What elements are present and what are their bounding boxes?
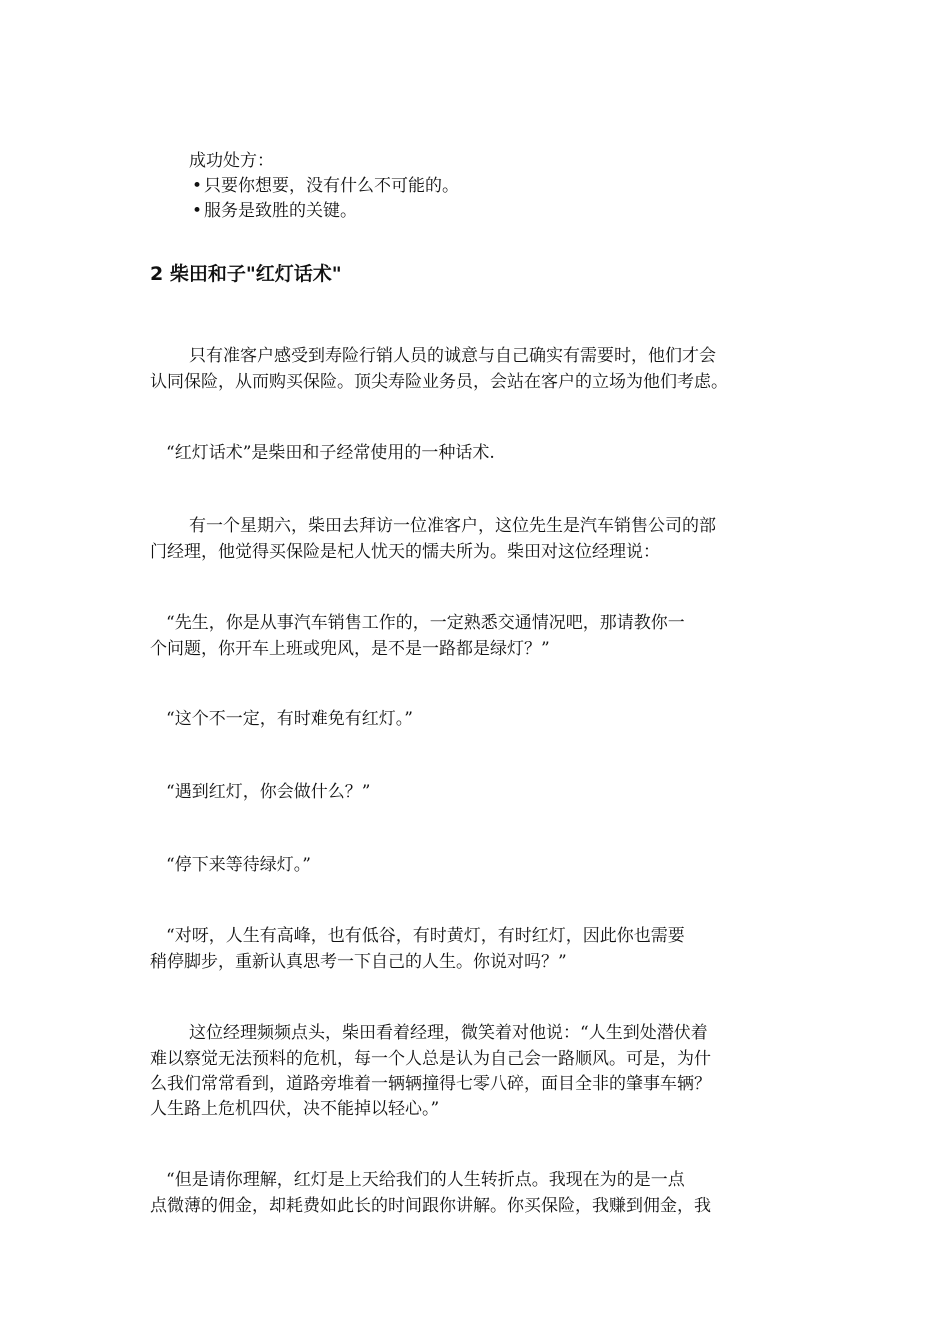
bullet-icon: • bbox=[192, 201, 203, 221]
paragraph-line: “先生，你是从事汽车销售工作的，一定熟悉交通情况吧，那请教你一 bbox=[166, 613, 685, 633]
paragraph-line: “停下来等待绿灯。” bbox=[166, 855, 311, 875]
tip-item bbox=[192, 199, 357, 223]
paragraph-line: “对呀，人生有高峰，也有低谷，有时黄灯，有时红灯，因此你也需要 bbox=[166, 926, 685, 946]
section-heading: 2 柴田和子"红灯话术" bbox=[150, 263, 342, 285]
paragraph-line: 有一个星期六，柴田去拜访一位准客户，这位先生是汽车销售公司的部 bbox=[189, 516, 716, 536]
paragraph-line: 么我们常常看到，道路旁堆着一辆辆撞得七零八碎，面目全非的肇事车辆？ bbox=[150, 1074, 711, 1094]
tips-title: 成功处方： bbox=[189, 151, 274, 171]
paragraph-line: 点微薄的佣金，却耗费如此长的时间跟你讲解。你买保险，我赚到佣金，我 bbox=[150, 1196, 711, 1216]
tip-item bbox=[192, 174, 459, 198]
paragraph-line: 这位经理频频点头，柴田看着经理，微笑着对他说：“人生到处潜伏着 bbox=[189, 1023, 708, 1043]
paragraph-line: 认同保险，从而购买保险。顶尖寿险业务员，会站在客户的立场为他们考虑。 bbox=[150, 372, 728, 392]
paragraph-line: “红灯话术”是柴田和子经常使用的一种话术. bbox=[166, 443, 495, 463]
paragraph-line: 人生路上危机四伏，决不能掉以轻心。” bbox=[150, 1099, 440, 1119]
paragraph-line: 个问题，你开车上班或兜风，是不是一路都是绿灯？” bbox=[150, 639, 550, 659]
paragraph-line: 只有准客户感受到寿险行销人员的诚意与自己确实有需要时，他们才会 bbox=[189, 346, 716, 366]
tip-text: 服务是致胜的关键。 bbox=[204, 201, 357, 221]
tip-text: 只要你想要，没有什么不可能的。 bbox=[204, 176, 459, 196]
paragraph-line: 难以察觉无法预料的危机，每一个人总是认为自己会一路顺风。可是，为什 bbox=[150, 1049, 711, 1069]
paragraph-line: 门经理，他觉得买保险是杞人忧天的懦夫所为。柴田对这位经理说： bbox=[150, 542, 660, 562]
paragraph-line: 稍停脚步，重新认真思考一下自己的人生。你说对吗？” bbox=[150, 952, 567, 972]
paragraph-line: “但是请你理解，红灯是上天给我们的人生转折点。我现在为的是一点 bbox=[166, 1170, 685, 1190]
bullet-icon: • bbox=[192, 176, 203, 196]
paragraph-line: “这个不一定，有时难免有红灯。” bbox=[166, 709, 413, 729]
paragraph-line: “遇到红灯，你会做什么？” bbox=[166, 782, 371, 802]
